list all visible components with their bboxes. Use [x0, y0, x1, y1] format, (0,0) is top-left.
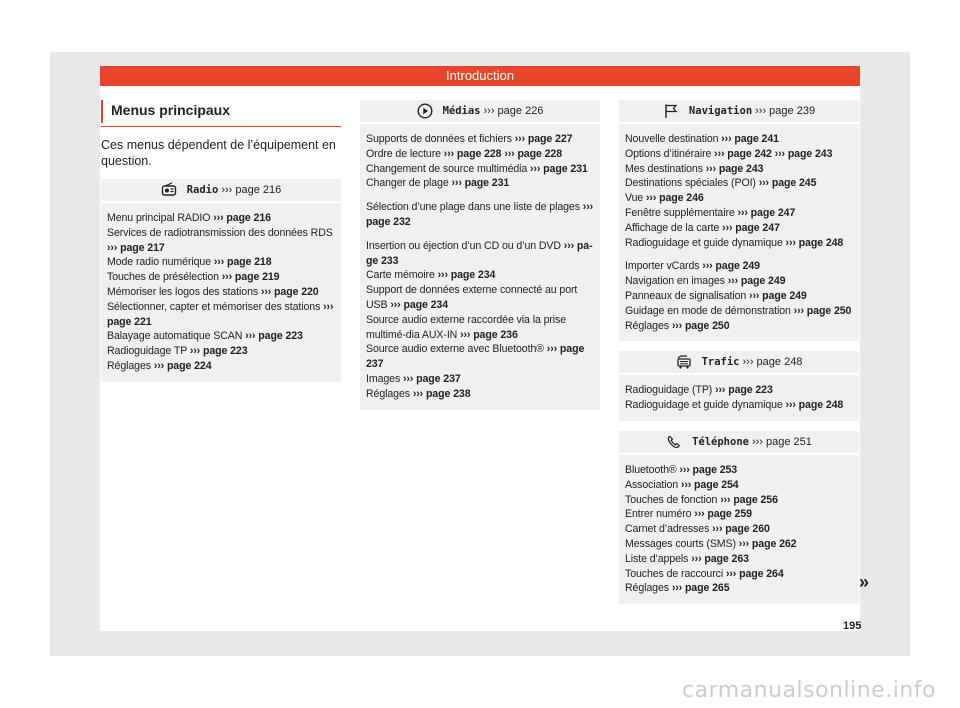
list-item-label: Importer vCards: [625, 260, 703, 273]
list-item: [625, 552, 853, 567]
list-item-label: Affichage de la carte: [625, 221, 723, 234]
page-reference-link[interactable]: ››› page 263: [691, 552, 749, 565]
page-reference-link[interactable]: ››› page 250: [793, 304, 852, 317]
list-item: [366, 200, 594, 230]
card-medias-ref[interactable]: ››› page 226: [483, 105, 544, 117]
list-item-label: Réglages: [107, 359, 154, 372]
page-reference-link[interactable]: ››› page 219: [221, 271, 280, 284]
list-item: [107, 344, 335, 359]
list-item-label: Touches de raccourci: [625, 567, 726, 580]
list-item-label: Services de radiotransmission des données RDS: [107, 226, 333, 239]
page-reference-link[interactable]: ››› page 234: [437, 269, 496, 282]
card-navigation: [619, 100, 859, 341]
intro-text: Ces menus dépendent de l’équipement en question.: [101, 138, 336, 168]
list-item-label: Changement de source multimédia: [366, 162, 531, 175]
page-reference-link[interactable]: ››› page 223: [189, 345, 248, 358]
page-reference-link[interactable]: ››› page 249: [702, 260, 760, 273]
list-item-label: Sélectionner, capter et mémoriser des stations: [107, 300, 324, 313]
page-reference-link[interactable]: ››› page 218: [213, 256, 272, 269]
list-item-label: Touches de fonction: [625, 493, 721, 506]
list-item-label: Menu principal RADIO: [107, 212, 214, 224]
page-reference-link[interactable]: ››› page 250: [671, 319, 730, 332]
list-item: [625, 507, 853, 522]
list-item: [625, 162, 853, 177]
list-item-label: Carte mémoire: [366, 269, 438, 282]
list-item-label: Radioguidage TP: [107, 345, 190, 358]
card-trafic-header: [619, 351, 859, 375]
list-item-label: Support de données externe connecté au port USB: [366, 284, 578, 311]
page-reference-link[interactable]: ››› page 249: [727, 275, 786, 288]
list-item: [107, 255, 335, 270]
list-item: [625, 259, 853, 274]
list-item-label: Source audio externe avec Bluetooth®: [366, 343, 547, 356]
list-item-label: Options d’itinéraire: [625, 147, 715, 160]
page-reference-link[interactable]: ››› page 253: [679, 463, 738, 476]
card-telephone: [619, 431, 859, 604]
list-item: [625, 478, 853, 493]
card-telephone-key: Téléphone: [692, 435, 749, 448]
page-reference-link[interactable]: ››› page 265: [671, 582, 730, 595]
page-reference-link[interactable]: ››› page 234: [390, 298, 448, 311]
page-reference-link[interactable]: ››› page 221: [107, 300, 334, 328]
list-item-label: Ordre de lecture: [366, 147, 444, 160]
list-item-label: Radioguidage et guide dynamique: [625, 236, 786, 249]
list-item: [107, 211, 335, 226]
list-item-label: Panneaux de signalisation: [625, 289, 750, 302]
list-item: [625, 304, 853, 319]
list-item: [107, 270, 335, 285]
chapter-header: Introduction: [100, 66, 860, 86]
list-item: [366, 132, 594, 147]
page-reference-link[interactable]: ››› page 223: [715, 384, 773, 397]
page-reference-link[interactable]: ››› page 220: [260, 285, 319, 298]
page-reference-link[interactable]: ››› page 246: [646, 192, 704, 205]
page-reference-link[interactable]: ››› page 231: [451, 177, 510, 190]
list-item: [625, 567, 853, 582]
card-medias-body: [360, 124, 600, 410]
page-reference-link[interactable]: ››› page 262: [738, 537, 797, 550]
continue-marker: »: [859, 572, 870, 592]
column-right: [619, 100, 859, 614]
phone-icon: [666, 434, 682, 450]
page-reference-link[interactable]: ››› page 238: [412, 387, 471, 400]
list-item: [625, 581, 853, 596]
card-telephone-header: [619, 431, 859, 455]
card-telephone-body: [619, 455, 859, 604]
page-reference-link[interactable]: ››› page 227: [514, 133, 573, 145]
page-reference-link[interactable]: ››› page 216: [213, 212, 271, 224]
list-item-label: Images: [366, 372, 403, 385]
list-item: [107, 359, 335, 374]
page-reference-link[interactable]: ››› page 242 ››› page 243: [714, 147, 833, 160]
list-item-label: Fenêtre supplémentaire: [625, 206, 738, 219]
list-item-label: Réglages: [366, 387, 413, 400]
page-reference-link[interactable]: ››› page 217: [107, 241, 165, 254]
card-radio-key: Radio: [186, 184, 219, 196]
card-radio: [101, 179, 341, 382]
list-item-label: Entrer numéro: [625, 508, 695, 521]
list-item-label: Mes destinations: [625, 162, 706, 175]
radio-icon: [161, 182, 177, 198]
page-reference-link[interactable]: ››› page 236: [460, 328, 518, 341]
card-navigation-key: Navigation: [688, 105, 753, 117]
list-item: [366, 162, 594, 177]
list-item-label: Insertion ou éjection d’un CD ou d’un DVD: [366, 239, 564, 252]
list-item: [107, 285, 335, 300]
page-reference-link[interactable]: ››› page 247: [722, 221, 780, 234]
list-item: [366, 372, 594, 387]
list-item-label: Mémoriser les logos des stations: [107, 285, 261, 298]
list-item-label: Nouvelle destination: [625, 133, 722, 145]
page-reference-link[interactable]: ››› page 259: [694, 508, 752, 521]
page-reference-link[interactable]: ››› page 228 ››› page 228: [443, 147, 562, 160]
page-reference-link[interactable]: ››› page 231: [530, 162, 588, 175]
list-item: [625, 236, 853, 251]
row-gap: [366, 191, 594, 200]
card-trafic-key: Trafic: [701, 356, 740, 369]
card-radio-ref[interactable]: ››› page 216: [221, 184, 282, 196]
play-icon: [417, 103, 433, 119]
list-item: [366, 342, 594, 372]
list-item-label: Changer de plage: [366, 177, 452, 190]
card-medias-header: [360, 100, 600, 124]
watermark-text: carmanualsonline.info: [682, 678, 936, 703]
page-number: 195: [843, 620, 862, 632]
section-title: Menus principaux: [101, 100, 341, 123]
list-item: [366, 283, 594, 313]
column-left: [101, 100, 341, 392]
list-item-label: Association: [625, 478, 681, 491]
page-reference-link[interactable]: ››› page 247: [737, 206, 796, 219]
list-item-label: Supports de données et fichiers: [366, 133, 515, 145]
title-divider: [101, 126, 341, 127]
list-item: [107, 300, 335, 330]
page-reference-link[interactable]: ››› pa-ge 233: [366, 239, 593, 267]
list-item: [625, 289, 853, 304]
list-item-label: Mode radio numérique: [107, 256, 214, 269]
list-item-label: Balayage automatique SCAN: [107, 330, 246, 343]
list-item: [366, 176, 594, 191]
list-item-label: Destinations spéciales (POI): [625, 177, 759, 190]
card-telephone-ref[interactable]: ››› page 251: [751, 435, 812, 448]
list-item: [107, 226, 335, 256]
page-reference-link[interactable]: ››› page 243: [705, 162, 764, 175]
list-item: [625, 493, 853, 508]
page-reference-link[interactable]: ››› page 248: [785, 399, 844, 412]
list-item-label: Réglages: [625, 582, 672, 595]
list-item: [366, 147, 594, 162]
list-item: [625, 132, 853, 147]
page-reference-link[interactable]: ››› page 249: [749, 289, 807, 302]
list-item: [625, 206, 853, 221]
list-item: [625, 176, 853, 191]
list-item-label: Liste d’appels: [625, 552, 692, 565]
list-item: [366, 268, 594, 283]
column-middle: [360, 100, 600, 420]
card-radio-body: [101, 203, 341, 382]
card-radio-header: [101, 179, 341, 203]
page-reference-link[interactable]: ››› page 256: [720, 493, 778, 506]
list-item: [625, 191, 853, 206]
card-navigation-header: [619, 100, 859, 124]
row-gap: [625, 250, 853, 259]
list-item-label: Radioguidage et guide dynamique: [625, 399, 786, 412]
card-navigation-ref[interactable]: ››› page 239: [755, 105, 816, 117]
traffic-icon: [676, 354, 692, 370]
page-reference-link[interactable]: ››› page 264: [725, 567, 784, 580]
list-item-label: Navigation en images: [625, 275, 728, 288]
list-item-label: Source audio externe raccordée via la prise multimé-dia AUX-IN: [366, 313, 567, 341]
list-item: [625, 319, 853, 334]
card-medias-key: Médias: [442, 105, 481, 117]
list-item-label: Radioguidage (TP): [625, 384, 716, 397]
card-trafic-ref[interactable]: ››› page 248: [742, 356, 803, 369]
page-reference-link[interactable]: ››› page 254: [680, 478, 739, 491]
list-item: [625, 383, 853, 398]
page-reference-link[interactable]: ››› page 237: [366, 343, 585, 371]
page-reference-link[interactable]: ››› page 237: [402, 372, 461, 385]
card-trafic: [619, 351, 859, 421]
page-reference-link[interactable]: ››› page 245: [758, 177, 817, 190]
list-item: [625, 463, 853, 478]
list-item-label: Vue: [625, 192, 646, 205]
card-trafic-body: [619, 375, 859, 421]
list-item-label: Sélection d’une plage dans une liste de plages: [366, 201, 583, 214]
card-medias: [360, 100, 600, 410]
page-reference-link[interactable]: ››› page 248: [785, 236, 844, 249]
row-gap: [366, 230, 594, 239]
list-item: [366, 239, 594, 269]
list-item: [625, 274, 853, 289]
page-reference-link[interactable]: ››› page 224: [153, 359, 212, 372]
flag-icon: [663, 103, 679, 119]
card-navigation-body: [619, 124, 859, 341]
list-item-label: Carnet d’adresses: [625, 523, 713, 536]
list-item-label: Touches de présélection: [107, 271, 222, 284]
list-item-label: Guidage en mode de démonstration: [625, 304, 794, 317]
list-item: [366, 387, 594, 402]
list-item: [625, 537, 853, 552]
list-item: [107, 329, 335, 344]
list-item: [625, 221, 853, 236]
list-item: [625, 398, 853, 413]
page-reference-link[interactable]: ››› page 260: [712, 523, 770, 536]
list-item: [625, 522, 853, 537]
page-reference-link[interactable]: ››› page 241: [721, 133, 779, 145]
list-item-label: Messages courts (SMS): [625, 537, 739, 550]
list-item: [625, 147, 853, 162]
list-item-label: Bluetooth®: [625, 463, 680, 476]
page-reference-link[interactable]: ››› page 232: [366, 201, 594, 228]
list-item: [366, 313, 594, 343]
list-item-label: Réglages: [625, 319, 672, 332]
page-reference-link[interactable]: ››› page 223: [245, 330, 303, 343]
